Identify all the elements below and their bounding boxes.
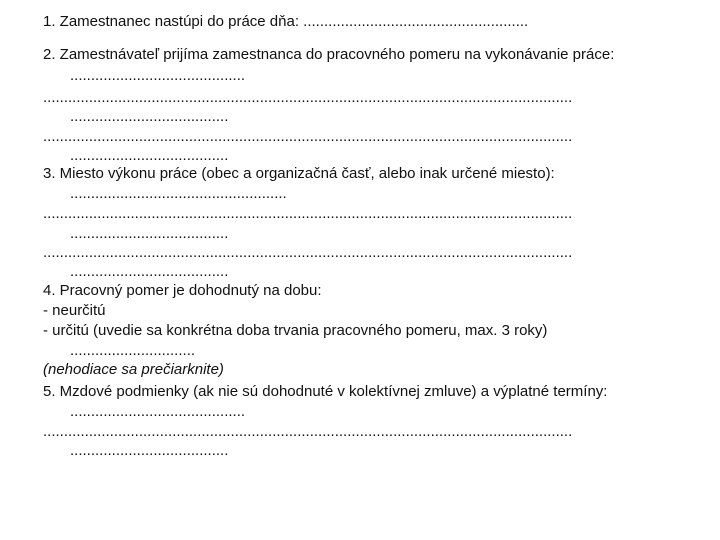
item-5-blank-line-3: ......................................: [70, 442, 229, 459]
item-3-blank-line-5: ......................................: [70, 263, 229, 280]
item-2-blank-line-2: ...............................................................................................................................: [43, 89, 573, 106]
item-2-blank-line-3: ......................................: [70, 108, 229, 125]
item-2-blank-line-5: ......................................: [70, 147, 229, 164]
item-4-option-indefinite: - neurčitú: [43, 302, 106, 319]
item-3-work-location: 3. Miesto výkonu práce (obec a organizačná časť, alebo inak určené miesto):: [43, 165, 555, 182]
item-3-blank-line-3: ......................................: [70, 225, 229, 242]
item-2-job-title: 2. Zamestnávateľ prijíma zamestnanca do pracovného pomeru na vykonávanie práce:: [43, 46, 615, 63]
item-5-blank-line-1: ..........................................: [70, 403, 246, 420]
item-5-blank-line-2: ...............................................................................................................................: [43, 423, 573, 440]
item-4-option-fixed: - určitú (uvedie sa konkrétna doba trvania pracovného pomeru, max. 3 roky): [43, 322, 548, 339]
item-3-blank-line-4: ...............................................................................................................................: [43, 244, 573, 261]
item-1-start-date: 1. Zamestnanec nastúpi do práce dňa: ......................................................: [43, 13, 529, 30]
item-3-blank-line-1: ....................................................: [70, 185, 287, 202]
item-3-blank-line-2: ...............................................................................................................................: [43, 205, 573, 222]
item-2-blank-line-4: ...............................................................................................................................: [43, 128, 573, 145]
item-4-strike-note: (nehodiace sa prečiarknite): [43, 361, 224, 378]
item-5-salary-conditions: 5. Mzdové podmienky (ak nie sú dohodnuté v kolektívnej zmluve) a výplatné termíny:: [43, 383, 608, 400]
item-4-employment-term: 4. Pracovný pomer je dohodnutý na dobu:: [43, 282, 322, 299]
item-4-blank-line: ..............................: [70, 342, 196, 359]
item-2-blank-line-1: ..........................................: [70, 67, 246, 84]
